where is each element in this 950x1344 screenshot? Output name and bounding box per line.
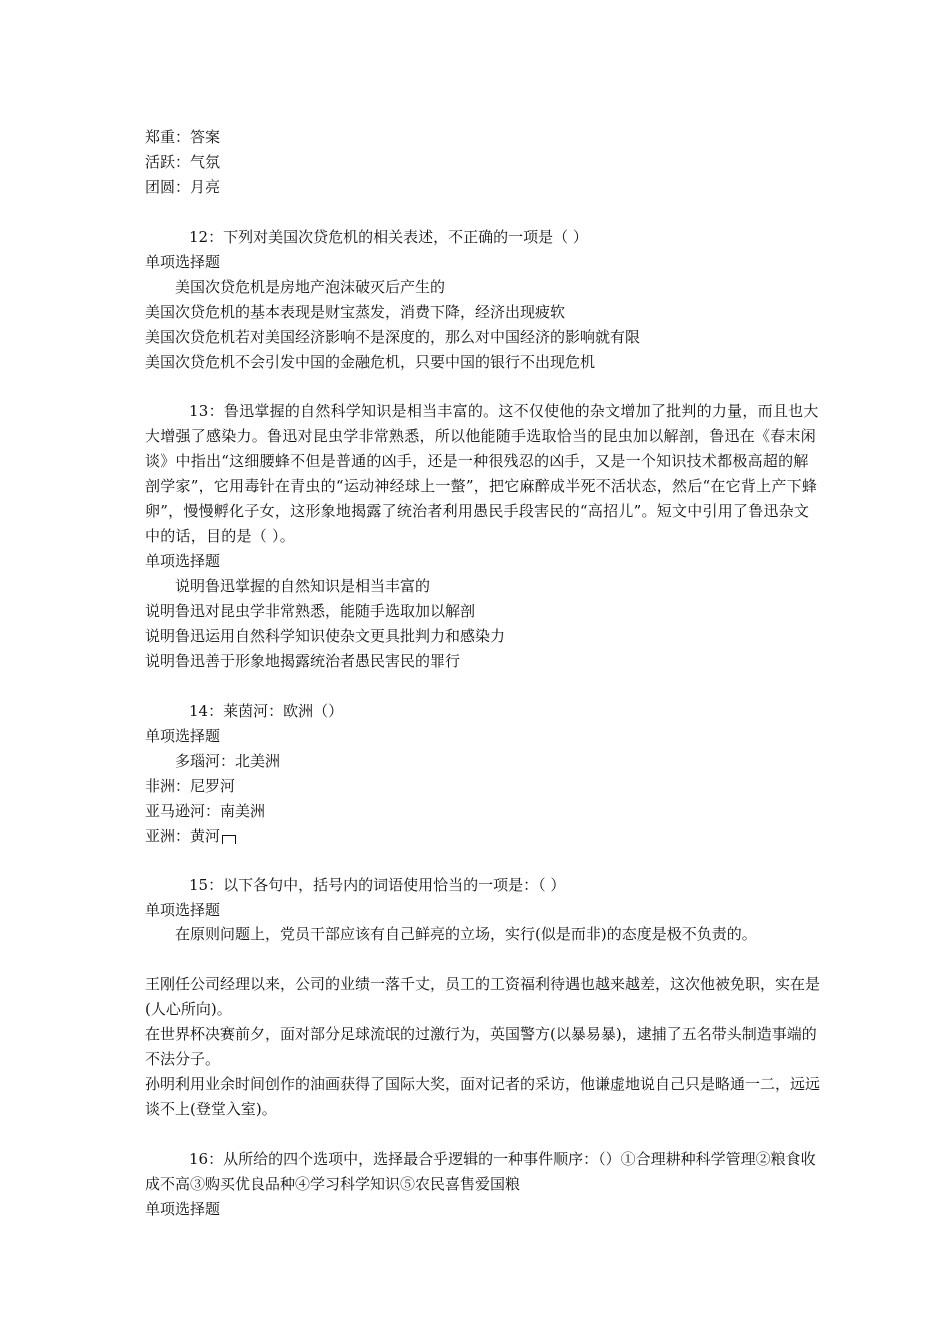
q14-option-d-text: 亚洲：黄河	[145, 827, 221, 845]
q15-option-a: 在原则问题上，党员干部应该有自己鲜亮的立场，实行(似是而非)的态度是极不负责的。	[175, 925, 757, 943]
q14-option-b: 非洲：尼罗河	[145, 777, 236, 795]
q12-option-b: 美国次贷危机的基本表现是财宝蒸发，消费下降，经济出现疲软	[145, 303, 566, 321]
q14-stem: 14：莱茵河：欧洲（）	[189, 702, 344, 720]
q12-stem: 12：下列对美国次贷危机的相关表述，不正确的一项是（ ）	[189, 228, 588, 246]
q14-type: 单项选择题	[145, 727, 221, 745]
q14-option-d	[145, 824, 236, 849]
bracket-mark-icon	[222, 835, 236, 844]
q13-type: 单项选择题	[145, 552, 221, 570]
pair-3: 团圆：月亮	[145, 178, 221, 196]
q12-option-a: 美国次贷危机是房地产泡沫破灭后产生的	[175, 278, 446, 296]
q12-option-d: 美国次贷危机不会引发中国的金融危机，只要中国的银行不出现危机	[145, 353, 596, 371]
pair-2: 活跃：气氛	[145, 153, 221, 171]
q13-option-a: 说明鲁迅掌握的自然知识是相当丰富的	[175, 577, 431, 595]
q13-option-c: 说明鲁迅运用自然科学知识使杂文更具批判力和感染力	[145, 627, 506, 645]
q15-type: 单项选择题	[145, 901, 221, 919]
q12-type: 单项选择题	[145, 253, 221, 271]
q15-option-d: 孙明利用业余时间创作的油画获得了国际大奖，面对记者的采访，他谦虚地说自己只是略通一二，远远谈不上(登堂入室)。	[145, 1075, 821, 1118]
q13-stem: 13：鲁迅掌握的自然科学知识是相当丰富的。这不仅使他的杂文增加了批判的力量，而且也大大增强了感染力。鲁迅对昆虫学非常熟悉，所以他能随手选取恰当的昆虫加以解剖，鲁迅在《春末闲谈》中指出“这细腰蜂不但是普通的凶手，还是一种很残忍的凶手，又是一个知识技术都极高超的解剖学家”，它用毒针在青虫的“运动神经球上一螫”，把它麻醉成半死不活状态，然后“在它背上产下蜂卵”，慢慢孵化子女，这形象地揭露了统治者利用愚民手段害民的“高招儿”。短文中引用了鲁迅杂文中的话，目的是（ ）。	[145, 402, 819, 545]
q15-option-c: 在世界杯决赛前夕，面对部分足球流氓的过激行为，英国警方(以暴易暴)，逮捕了五名带头制造事端的不法分子。	[145, 1025, 817, 1068]
q15-option-b: 王刚任公司经理以来，公司的业绩一落千丈，员工的工资福利待遇也越来越差，这次他被免职，实在是(人心所向)。	[145, 975, 821, 1018]
q16-stem: 16：从所给的四个选项中，选择最合乎逻辑的一种事件顺序：（）①合理耕种科学管理②粮食收成不高③购买优良品种④学习科学知识⑤农民喜售爱国粮	[145, 1150, 816, 1193]
q15-stem: 15：以下各句中，括号内的词语使用恰当的一项是：（ ）	[189, 876, 566, 894]
q16-type: 单项选择题	[145, 1200, 221, 1218]
q12-option-c: 美国次贷危机若对美国经济影响不是深度的，那么对中国经济的影响就有限	[145, 328, 641, 346]
q13-option-b: 说明鲁迅对昆虫学非常熟悉，能随手选取加以解剖	[145, 602, 476, 620]
q14-option-a: 多瑙河：北美洲	[175, 752, 281, 770]
q14-option-c: 亚马逊河：南美洲	[145, 802, 266, 820]
pair-1: 郑重：答案	[145, 128, 221, 146]
q13-option-d: 说明鲁迅善于形象地揭露统治者愚民害民的罪行	[145, 652, 461, 670]
